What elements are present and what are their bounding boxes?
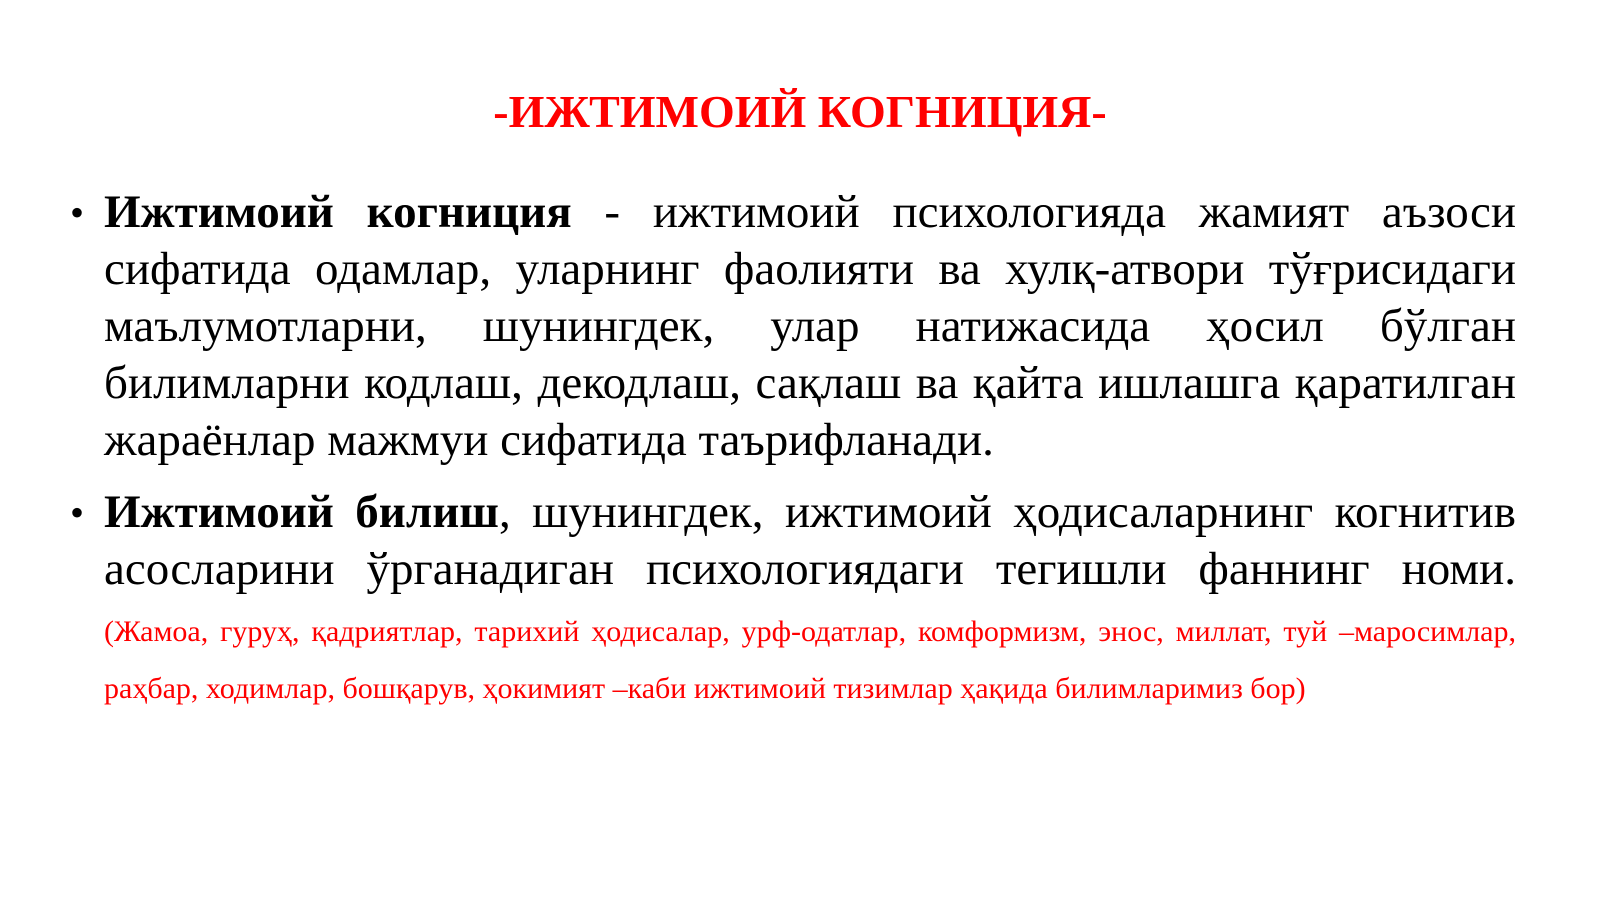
slide-title: -ИЖТИМОИЙ КОГНИЦИЯ- [493, 86, 1107, 137]
definition-text: - ижтимоий психологияда жамият аъзоси сифатида одамлар, уларнинг фаолияти ва хулқ-атвори тўғрисидаги маълумотларни, шунингдек, улар натижасида ҳосил бўлган билимларни кодлаш, декодлаш, сақлаш ва қайта ишлашга қаратилган жараёнлар мажмуи сифатида таърифланади. [104, 186, 1516, 466]
bullet-icon: • [70, 490, 85, 535]
term-social-knowledge: Ижтимоий билиш [104, 486, 499, 538]
bullet-list [70, 184, 1516, 712]
bullet-item-social-knowledge [70, 484, 1516, 712]
bullet-item-social-cognition [70, 184, 1516, 469]
definition-text: , шунингдек, ижтимоий ҳодисаларнинг когнитив асосларини ўрганадиган психологиядаги тегишли фаннинг номи. [104, 486, 1516, 595]
examples-note: (Жамоа, гуруҳ, қадриятлар, тарихий ҳодисалар, урф-одатлар, комформизм, энос, миллат, туй –маросимлар, раҳбар, ходимлар, бошқарув, ҳокимият –каби ижтимоий тизимлар ҳақида билимларимиз бор) [104, 615, 1516, 705]
term-social-cognition: Ижтимоий когниция [104, 186, 572, 238]
bullet-icon: • [70, 190, 85, 235]
